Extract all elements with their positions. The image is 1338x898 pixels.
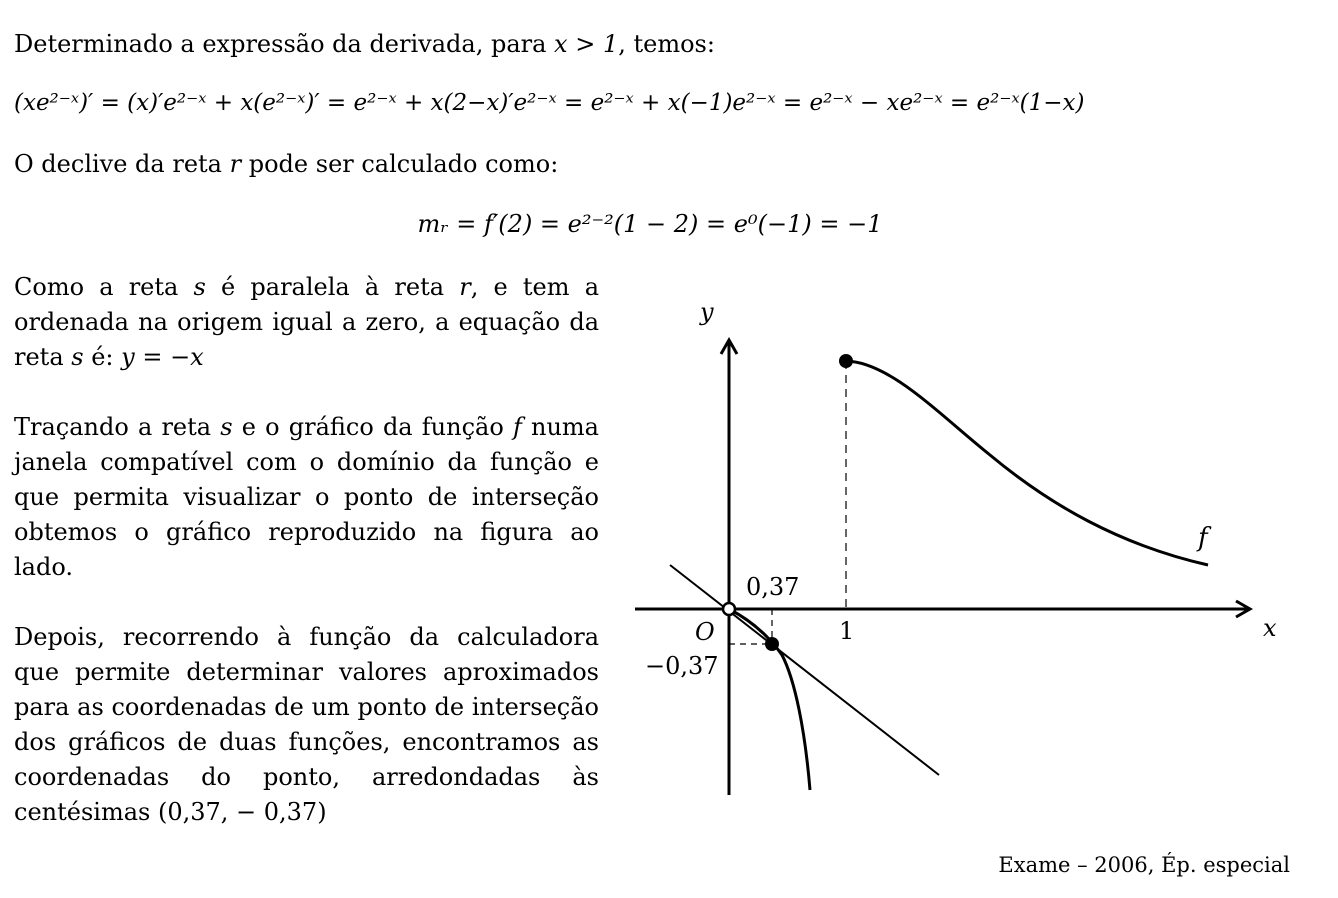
curve-f-left-branch (729, 609, 810, 790)
x-axis-label: x (1263, 614, 1277, 642)
slope-intro (14, 148, 558, 180)
parallel-text-2: é paralela à reta (205, 273, 460, 301)
slope-intro-tail: pode ser calculado como: (241, 150, 559, 178)
graph-text-2: e o gráfico da função (232, 413, 513, 441)
graph-text-3: numa janela compatível com o domínio da função e que permita visualizar o ponto de interseção obtemos o gráfico reproduzido na figura ao lado. (14, 413, 599, 581)
y-axis-label: y (700, 298, 714, 326)
tick-x-1-label: 1 (839, 617, 855, 645)
function-graph-figure (620, 290, 1300, 810)
parallel-var-s-2: s (71, 343, 84, 371)
slope-intro-var: r (229, 150, 242, 178)
parallel-text-4: é: (83, 343, 122, 371)
source-citation (900, 850, 1290, 880)
point-y-label: −0,37 (645, 652, 719, 680)
graph-var-f: f (512, 413, 522, 441)
intro-condition: x > 1 (554, 30, 619, 58)
intro-lead: Determinado a expressão da derivada, para (14, 30, 555, 58)
calculator-text: Depois, recorrendo à função da calculadora que permite determinar valores aproximados para as coordenadas de um ponto de interseção dos gráficos de duas funções, encontramos as coordenadas do ponto, arredondadas às centésimas (0,37, − 0,37) (14, 623, 599, 826)
parallel-var-s: s (193, 273, 206, 301)
graph-var-s: s (220, 413, 233, 441)
parallel-var-r: r (459, 273, 471, 301)
paragraph-graph (14, 410, 599, 585)
intro-tail: , temos: (618, 30, 715, 58)
source-text: Exame – 2006, Ép. especial (998, 853, 1290, 877)
curve-f-label: f (1198, 523, 1208, 553)
paragraph-calculator (14, 620, 599, 830)
paragraph-parallel (14, 270, 599, 375)
slope-equation (0, 208, 1300, 240)
derivative-equation (14, 87, 1084, 119)
graph-text-1: Traçando a reta (14, 413, 221, 441)
point-x-label: 0,37 (746, 573, 800, 601)
derivative-equation-text: (xe²⁻ˣ)′ = (x)′e²⁻ˣ + x(e²⁻ˣ)′ = e²⁻ˣ + x(2−x)′e²⁻ˣ = e²⁻ˣ + x(−1)e²⁻ˣ = e²⁻ˣ − xe²⁻ˣ = e²⁻ˣ(1−x) (14, 90, 1085, 116)
intersection-point (765, 637, 779, 651)
intro-line (14, 28, 715, 60)
origin-open-point (723, 603, 735, 615)
parallel-text-1: Como a reta (14, 273, 194, 301)
slope-equation-text: mᵣ = f′(2) = e²⁻²(1 − 2) = e⁰(−1) = −1 (417, 210, 883, 238)
slope-intro-lead: O declive da reta (14, 150, 230, 178)
origin-label: O (695, 618, 715, 646)
parallel-text-3: , e tem a ordenada na origem igual a zero, a equação da reta (14, 273, 599, 371)
curve-start-point (839, 354, 853, 368)
curve-f-right-branch (846, 361, 1208, 565)
parallel-equation: y = −x (121, 343, 204, 371)
